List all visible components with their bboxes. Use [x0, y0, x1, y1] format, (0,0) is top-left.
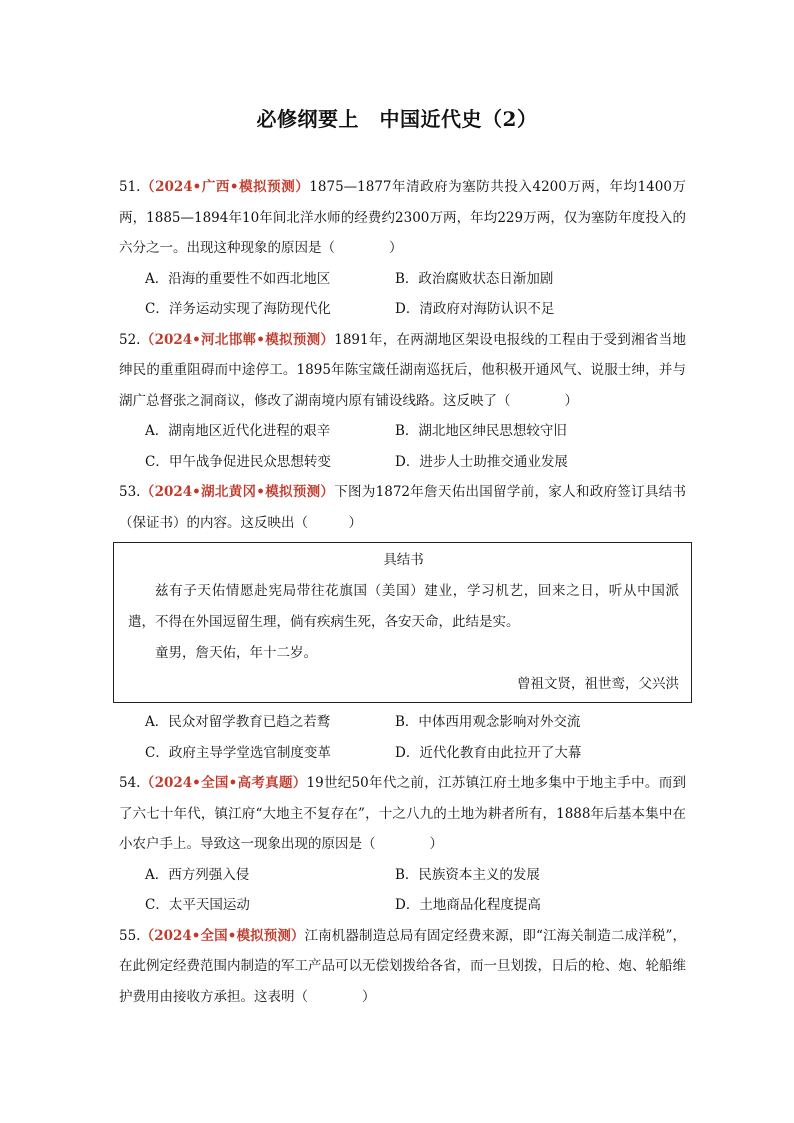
question-55 [119, 921, 686, 1013]
option-c: C．甲午战争促进民众思想转变 [145, 453, 331, 470]
box-title: 具结书 [383, 552, 424, 568]
option-a: A．民众对留学教育已趋之若鹜 [145, 714, 331, 730]
question-53 [119, 477, 686, 768]
option-d: D．近代化教育由此拉开了大幕 [395, 744, 582, 761]
options [119, 416, 686, 477]
option-c: C．政府主导学堂选官制度变革 [145, 744, 331, 761]
question-text: 1875—1877年清政府为塞防共投入4200万两，年均1400万两，1885—1894年10年间北洋水师的经费约2300万两，年均229万两，仅为塞防年度投入的六分之一。出现这种现象的原因是（ ） [119, 179, 686, 256]
question-stem [119, 172, 686, 264]
question-number: 54. [119, 775, 141, 791]
question-list [119, 172, 686, 1012]
question-52 [119, 325, 686, 478]
option-b: B．民族资本主义的发展 [395, 866, 540, 883]
option-a: A．西方列强入侵 [145, 866, 250, 883]
question-51 [119, 172, 686, 325]
question-54 [119, 768, 686, 921]
question-source: （2024•河北邯郸•模拟预测） [140, 331, 335, 348]
question-stem [119, 921, 686, 1013]
question-text: 下图为1872年詹天佑出国留学前，家人和政府签订具结书（保证书）的内容。这反映出（ ） [119, 484, 686, 531]
question-stem [119, 477, 686, 538]
question-text: 1891年，在两湖地区架设电报线的工程由于受到湘省当地绅民的重重阻碍而中途停工。1895年陈宝箴任湖南巡抚后，他积极开通风气、说服士绅，并与湖广总督张之洞商议，修改了湖南境内原有铺设线路。这反映了（ ） [119, 331, 686, 409]
question-number: 52. [119, 331, 141, 348]
question-source: （2024•全国•高考真题） [140, 775, 307, 791]
option-d: D．进步人士助推交通业发展 [395, 453, 568, 470]
question-source: （2024•全国•模拟预测） [140, 927, 305, 944]
options [119, 707, 686, 768]
question-number: 53. [119, 484, 141, 500]
box-paragraph: 童男，詹天佑，年十二岁。 [155, 645, 317, 661]
option-c: C．洋务运动实现了海防现代化 [145, 301, 331, 317]
option-d: D．土地商品化程度提高 [395, 897, 541, 913]
option-a: A．湖南地区近代化进程的艰辛 [145, 423, 331, 439]
question-source: （2024•湖北黄冈•模拟预测） [140, 484, 335, 500]
options [119, 264, 686, 325]
box-paragraph: 兹有子天佑情愿赴宪局带往花旗国（美国）建业，学习机艺，回来之日，听从中国派遣，不得在外国逗留生理，倘有疾病生死，各安天命，此结是实。 [128, 583, 679, 630]
page-title: 必修纲要上 中国近代史（2） [256, 107, 538, 131]
question-stem [119, 325, 686, 417]
option-b: B．中体西用观念影响对外交流 [395, 714, 581, 730]
option-b: B．政治腐败状态日渐加剧 [395, 270, 554, 287]
option-a: A．沿海的重要性不如西北地区 [145, 270, 331, 287]
question-stem [119, 768, 686, 860]
question-number: 55. [119, 927, 141, 944]
question-text: 19世纪50年代之前，江苏镇江府土地多集中于地主手中。而到了六七十年代，镇江府“大地主不复存在”，十之八九的土地为耕者所有，1888年后基本集中在小农户手上。导致这一现象出现的原因是（ ） [119, 775, 686, 852]
question-source: （2024•广西•模拟预测） [140, 179, 310, 195]
option-d: D．清政府对海防认识不足 [395, 301, 555, 317]
box-signature: 曾祖文贤，祖世鸾，父兴洪 [517, 676, 679, 692]
guarantee-letter-box [113, 542, 692, 703]
option-c: C．太平天国运动 [145, 897, 250, 913]
option-b: B．湖北地区绅民思想较守旧 [395, 423, 567, 439]
question-text: 江南机器制造总局有固定经费来源，即“江海关制造二成洋税”，在此例定经费范围内制造的军工产品可以无偿划拨给各省，而一旦划拨，日后的枪、炮、轮船维护费用由接收方承担。这表明（ ） [119, 927, 686, 1005]
options [119, 860, 686, 921]
question-number: 51. [119, 179, 141, 195]
